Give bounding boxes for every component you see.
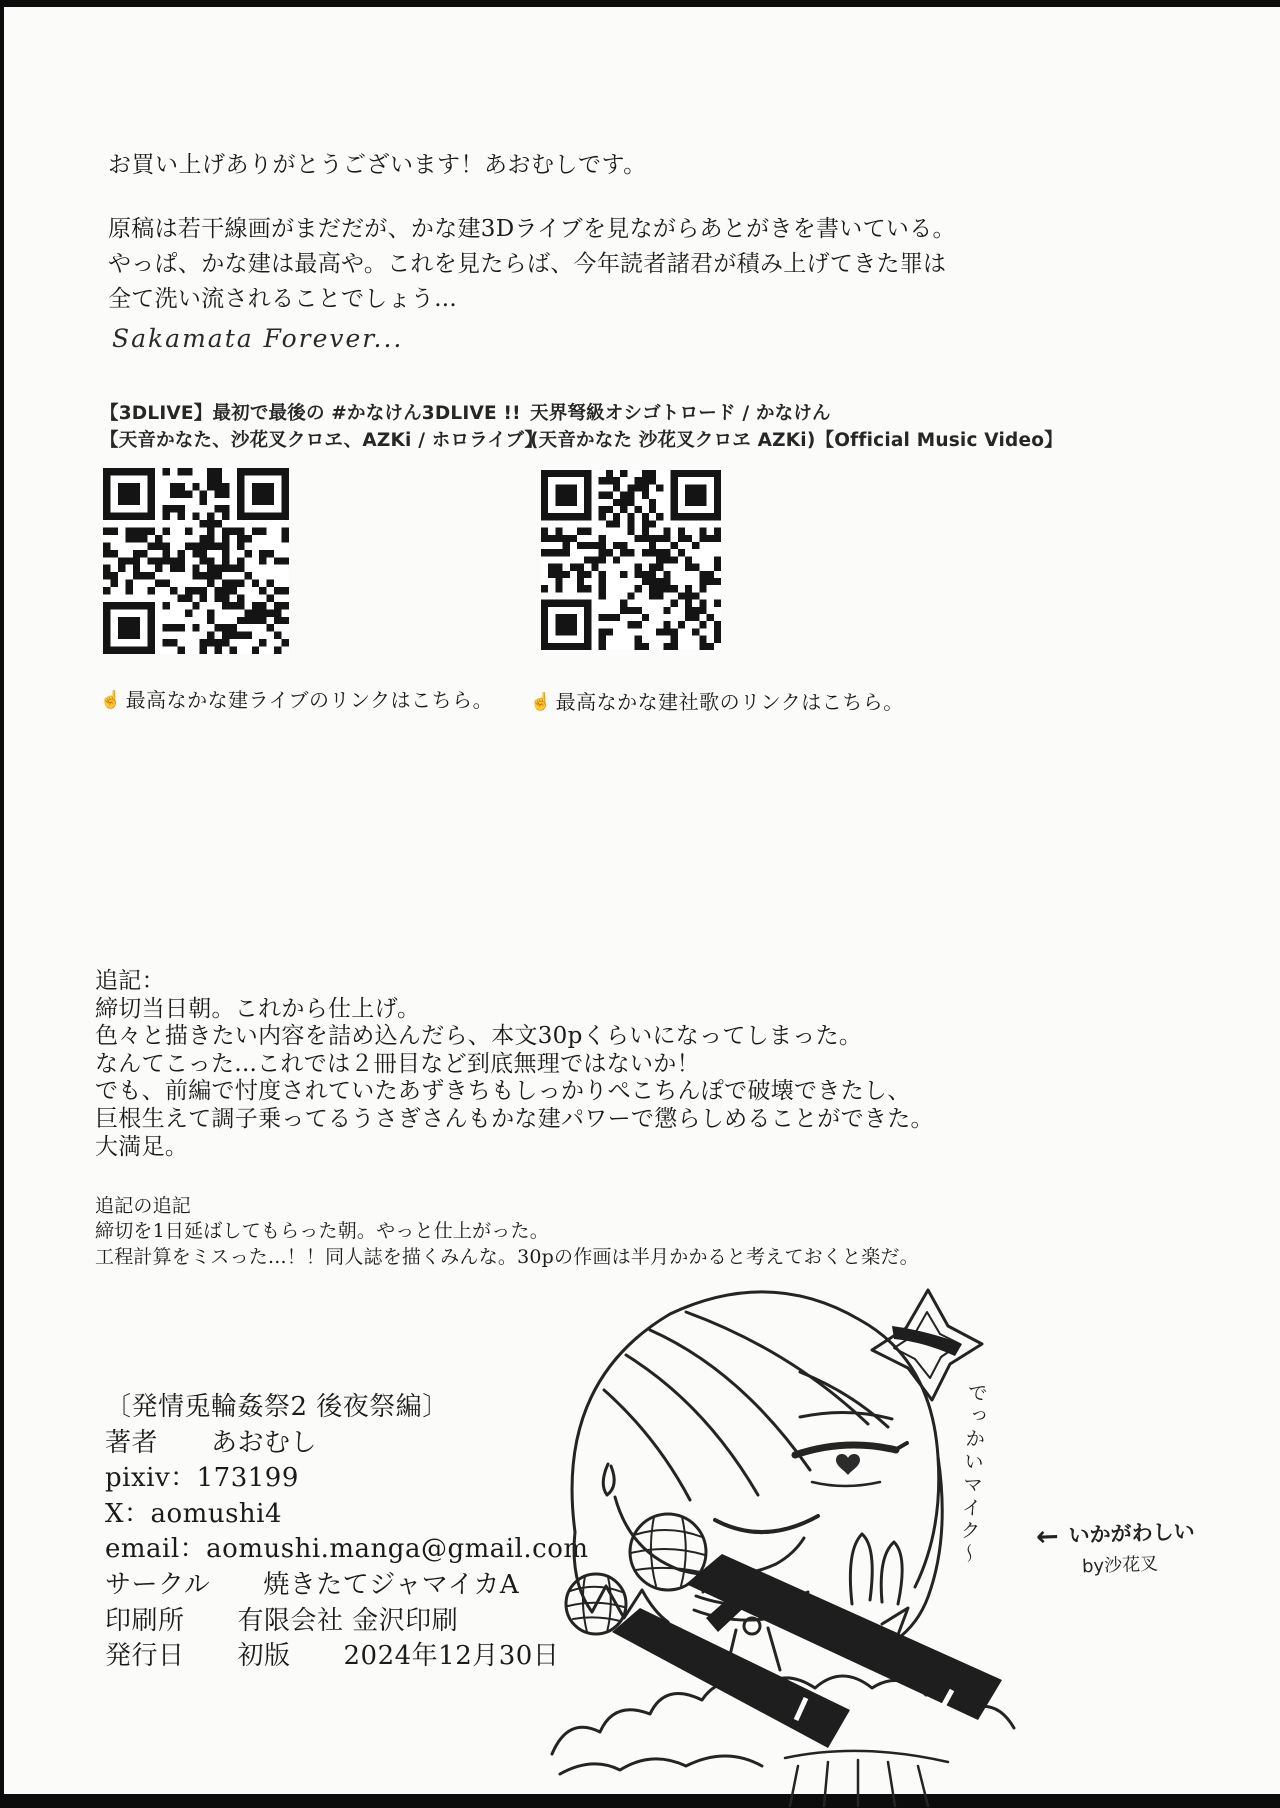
qr-mv-title-line2: (天音かなた 沙花叉クロヱ AZKi)【Official Music Video】 (530, 430, 1063, 451)
postscript2-line: 締切を1日延ばしてもらった朝。やっと仕上がった。 (95, 1220, 549, 1243)
postscript-line: 巨根生えて調子乗ってるうさぎさんもかな建パワーで懲らしめることができた。 (95, 1105, 934, 1132)
scan-edge-left (0, 0, 4, 1808)
colophon-email: email：aomushi.manga@gmail.com (105, 1534, 589, 1565)
qr-mv-title-line1: 天界弩級オシゴトロード / かなけん (530, 403, 831, 424)
colophon-printer: 印刷所 有限会社 金沢印刷 (105, 1605, 459, 1636)
postscript-line: でも、前編で忖度されていたあずきちもしっかりぺこちんぽで破壊できたし、 (95, 1078, 911, 1105)
qr-mv-caption (530, 686, 904, 715)
qr-live-title-line1: 【3DLIVE】最初で最後の #かなけん3DLIVE !! (100, 403, 521, 424)
qr-mv-title (530, 400, 1063, 454)
qr-code-live (103, 468, 289, 654)
qr-live-title-line2: 【天音かなた、沙花叉クロヱ、AZKi / ホロライブ】 (100, 430, 544, 451)
character-sketch (500, 1252, 1080, 1808)
handwritten-note-credit: by沙花叉 (1081, 1553, 1159, 1578)
handwritten-note-indecent (1035, 1515, 1195, 1553)
qr-live-caption (100, 684, 493, 713)
arrow-left-icon: ← (1035, 1520, 1060, 1553)
colophon-x-account: X：aomushi4 (105, 1498, 283, 1529)
postscript-line: 色々と描きたい内容を詰め込んだら、本文30pくらいになってしまった。 (95, 1023, 863, 1050)
colophon-pixiv: pixiv：173199 (105, 1463, 299, 1494)
pointing-hand-icon: ☝ (530, 692, 552, 712)
postscript-line: 締切当日朝。これから仕上げ。 (95, 995, 421, 1022)
intro-line: やっぱ、かな建は最高や。これを見たらば、今年読者諸君が積み上げてきた罪は (108, 251, 947, 277)
signature-text: Sakamata Forever... (112, 324, 404, 353)
qr-live-caption-text: 最高なかな建ライブのリンクはこちら。 (125, 688, 494, 712)
postscript-section (95, 968, 934, 1161)
colophon-publish-date: 発行日 初版 2024年12月30日 (105, 1641, 560, 1672)
intro-line: 全て洗い流されることでしょう... (108, 286, 458, 312)
intro-line: 原稿は若干線画がまだだが、かな建3Dライブを見ながらあとがきを書いている。 (108, 216, 956, 242)
qr-live-title (100, 400, 543, 454)
colophon-author: 著者 あおむし (105, 1427, 318, 1458)
postscript-line: 大満足。 (95, 1133, 189, 1160)
intro-paragraph (108, 212, 956, 317)
qr-code-mv (541, 470, 721, 650)
greeting-text: お買い上げありがとうございます！あおむしです。 (108, 152, 647, 178)
colophon-book-title: 〔発情兎輪姦祭2 後夜祭編〕 (105, 1392, 449, 1422)
postscript-line: なんてこった...これでは２冊目など到底無理ではないか！ (95, 1050, 700, 1077)
pointing-hand-icon: ☝ (100, 690, 122, 710)
colophon-circle: サークル 焼きたてジャマイカA (105, 1569, 520, 1600)
scan-edge-top (0, 0, 1280, 7)
postscript2-line: 工程計算をミスった...！！同人誌を描くみんな。30pの作画は半月かかると考えておくと楽だ。 (95, 1245, 919, 1268)
postscript2-heading: 追記の追記 (95, 1195, 192, 1217)
postscript-heading: 追記： (95, 968, 165, 994)
qr-mv-caption-text: 最高なかな建社歌のリンクはこちら。 (555, 690, 904, 714)
handwritten-note-mic: でっかいマイク〜 (955, 1381, 989, 1567)
handwritten-note-text: いかがわしい (1068, 1519, 1195, 1548)
